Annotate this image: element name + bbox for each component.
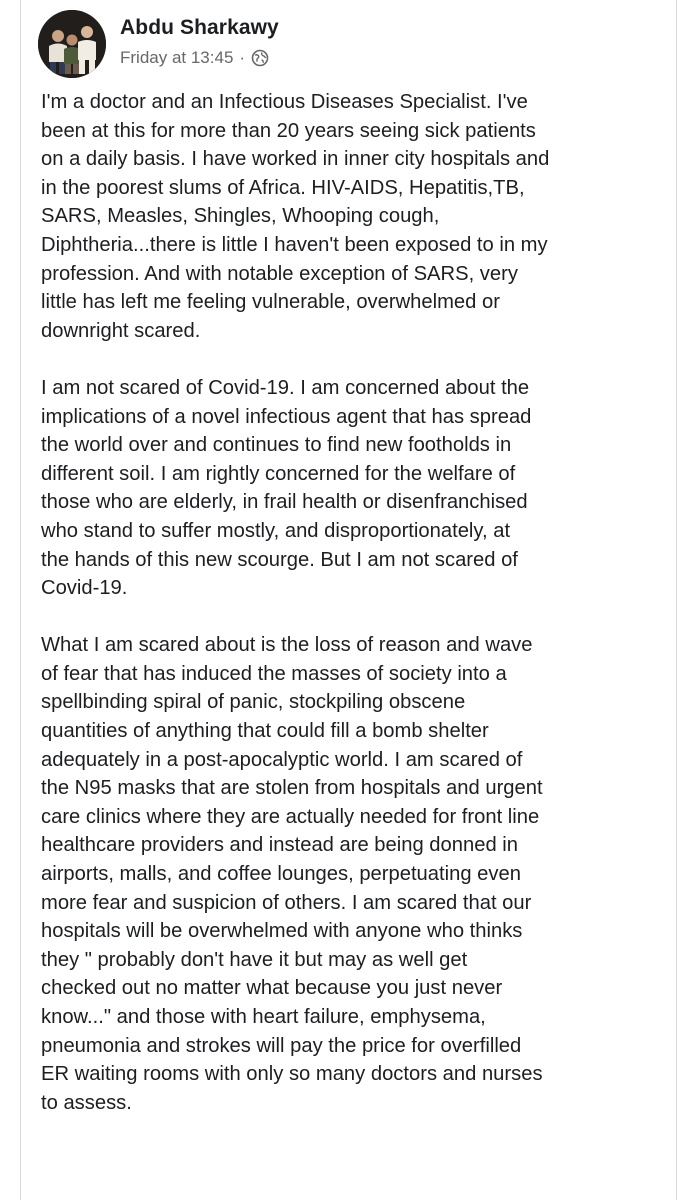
card-right-border <box>676 0 677 1200</box>
card-left-border <box>20 0 21 1200</box>
author-name[interactable]: Abdu Sharkawy <box>120 16 279 39</box>
post-body <box>41 88 665 1117</box>
meta-separator: · <box>239 48 246 67</box>
author-avatar[interactable] <box>38 10 106 78</box>
post-header <box>38 10 658 80</box>
post-paragraph-3: What I am scared about is the loss of reason and wave of fear that has induced the masses of society into a spellbinding spiral of panic, stockpiling obscene quantities of anything that could fill a bomb shelter adequately in a post-apocalyptic world. I am scared of the N95 masks that are stolen from hospitals and urgent care clinics where they are actually needed for front line healthcare providers and instead are being donned in airports, malls, and coffee lounges, perpetuating even more fear and suspicion of others. I am scared that our hospitals will be overwhelmed with anyone who thinks they " probably don't have it but may as well get checked out no matter what because you just never know..." and those with heart failure, emphysema, pneumonia and strokes will pay the price for overfilled ER waiting rooms with only so many doctors and nurses to assess. <box>41 634 543 1114</box>
post-timestamp[interactable]: Friday at 13:45 <box>120 48 234 67</box>
post-paragraph-2: I am not scared of Covid-19. I am concerned about the implications of a novel infectious agent that has spread the world over and continues to find new footholds in different soil. I am rightly concerned for the welfare of those who are elderly, in frail health or disenfranchised who stand to suffer mostly, and disproportionately, at the hands of this new scourge. But I am not scared of Covid-19. <box>41 376 532 600</box>
post-meta <box>120 48 269 68</box>
globe-icon[interactable] <box>251 49 269 67</box>
post-paragraph-1: I'm a doctor and an Infectious Diseases Specialist. I've been at this for more than 20 years seeing sick patients on a daily basis. I have worked in inner city hospitals and in the poorest slums of Africa. HIV-AIDS, Hepatitis,TB, SARS, Measles, Shingles, Whooping cough, Diphtheria...there is little I haven't been exposed to in my profession. And with notable exception of SARS, very little has left me feeling vulnerable, overwhelmed or downright scared. <box>41 91 550 342</box>
